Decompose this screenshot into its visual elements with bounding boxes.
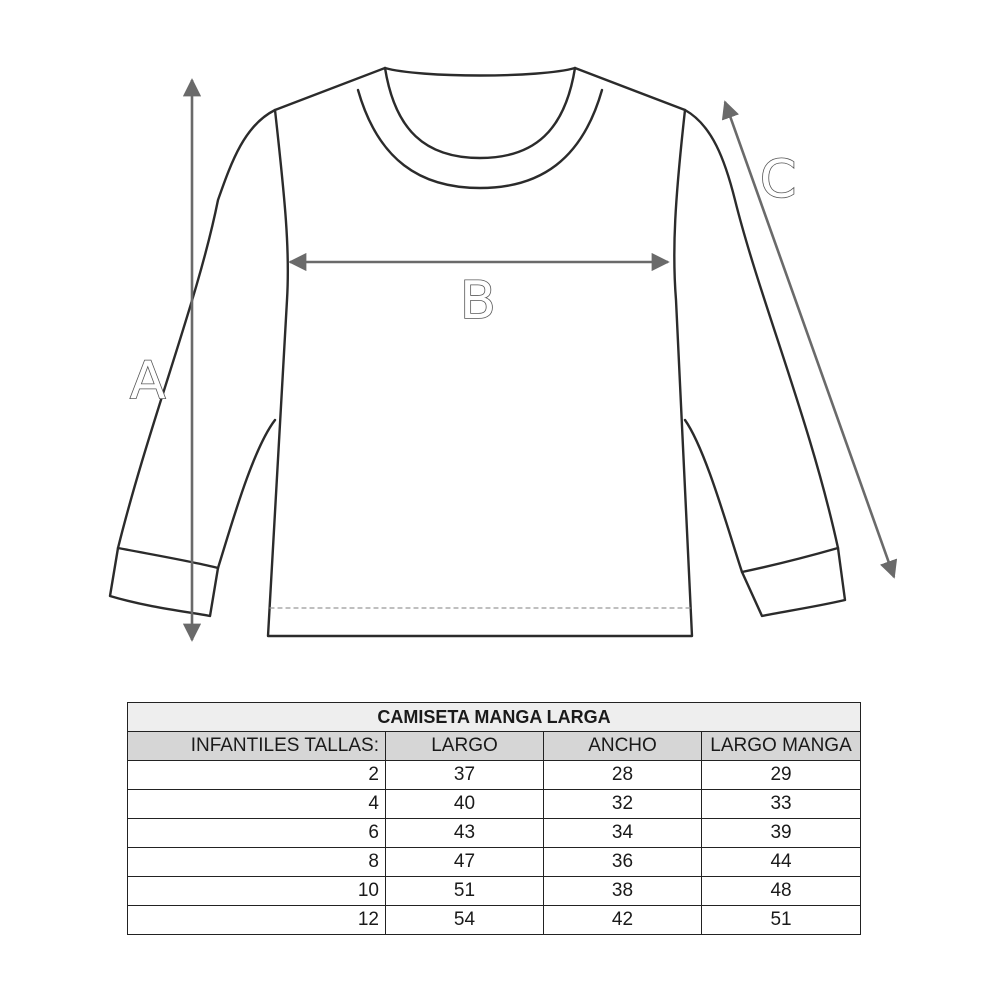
table-title: CAMISETA MANGA LARGA <box>128 703 861 732</box>
label-b: B <box>460 271 496 331</box>
header-largo: LARGO <box>386 732 544 761</box>
shirt-body <box>268 68 692 636</box>
ancho-cell: 42 <box>544 906 702 935</box>
largo-manga-cell: 39 <box>702 819 861 848</box>
ancho-cell: 36 <box>544 848 702 877</box>
table-row <box>128 848 861 877</box>
table-row <box>128 877 861 906</box>
header-ancho: ANCHO <box>544 732 702 761</box>
largo-manga-cell: 29 <box>702 761 861 790</box>
size-cell: 8 <box>128 848 386 877</box>
largo-cell: 54 <box>386 906 544 935</box>
largo-manga-cell: 48 <box>702 877 861 906</box>
size-cell: 4 <box>128 790 386 819</box>
largo-manga-cell: 33 <box>702 790 861 819</box>
table-row <box>128 819 861 848</box>
ancho-cell: 34 <box>544 819 702 848</box>
largo-manga-cell: 51 <box>702 906 861 935</box>
collar-outer <box>385 68 575 76</box>
shirt-outline <box>110 68 845 636</box>
table-header-row <box>128 732 861 761</box>
largo-cell: 43 <box>386 819 544 848</box>
largo-cell: 51 <box>386 877 544 906</box>
label-a: A <box>130 351 166 411</box>
table-row <box>128 761 861 790</box>
largo-cell: 40 <box>386 790 544 819</box>
collar-band <box>385 68 575 158</box>
size-cell: 10 <box>128 877 386 906</box>
size-chart-table <box>127 702 861 935</box>
table-row <box>128 790 861 819</box>
label-c: C <box>760 150 797 210</box>
ancho-cell: 32 <box>544 790 702 819</box>
largo-cell: 37 <box>386 761 544 790</box>
largo-cell: 47 <box>386 848 544 877</box>
ancho-cell: 38 <box>544 877 702 906</box>
ancho-cell: 28 <box>544 761 702 790</box>
right-cuff-line <box>742 548 838 572</box>
largo-manga-cell: 44 <box>702 848 861 877</box>
size-cell: 2 <box>128 761 386 790</box>
header-largo-manga: LARGO MANGA <box>702 732 861 761</box>
arrow-c-sleeve <box>725 102 894 577</box>
size-cell: 12 <box>128 906 386 935</box>
left-cuff-line <box>118 548 218 568</box>
size-cell: 6 <box>128 819 386 848</box>
table-row <box>128 906 861 935</box>
header-tallas: INFANTILES TALLAS: <box>128 732 386 761</box>
